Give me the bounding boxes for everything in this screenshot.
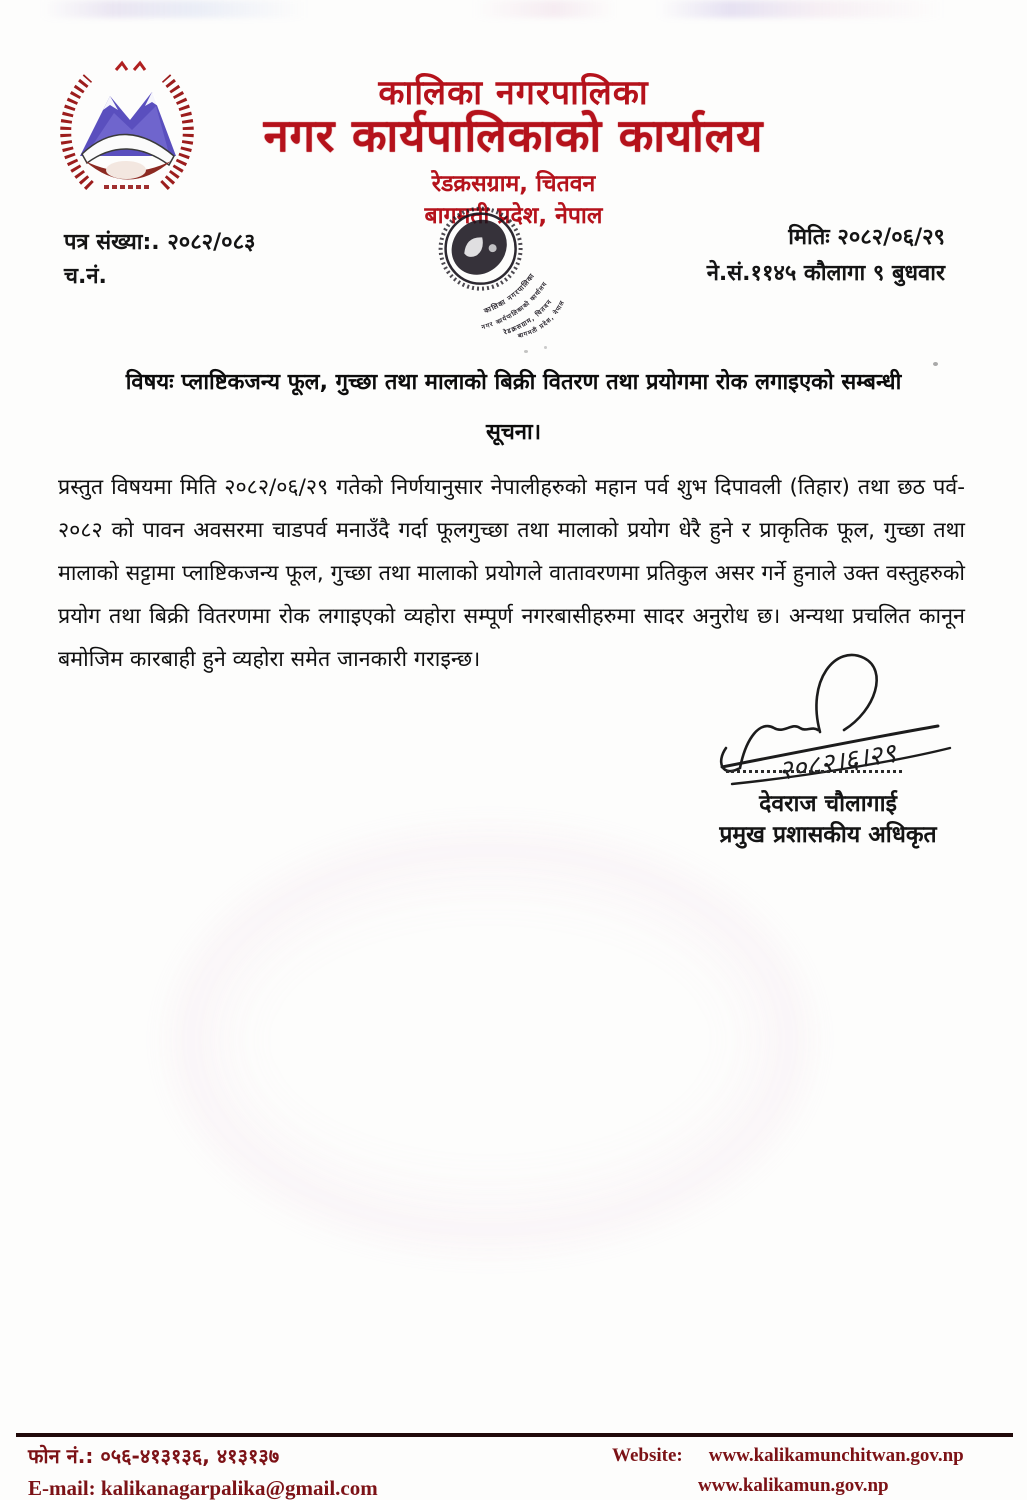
scan-artifact-top — [0, 0, 1027, 18]
stamp-text-line2: नगर कार्यपालिकाको कार्यालय — [480, 280, 550, 332]
letterhead-office: नगर कार्यपालिकाको कार्यालय — [263, 109, 764, 162]
office-ink-stamp — [430, 188, 584, 364]
footer-divider-rule — [16, 1433, 1013, 1437]
signature-handwritten-date: २०८२।६।२९ — [776, 737, 899, 787]
ref-number-value: २०८२/०८३ — [167, 230, 256, 255]
date-label: मितिः — [788, 225, 830, 250]
signatory-name: देवराज चौलागाई — [759, 791, 897, 817]
subject-line2: सूचना। — [485, 420, 542, 445]
letterhead-address: रेडक्रसग्राम, चितवन — [431, 171, 596, 197]
footer-email-address: kalikanagarpalika@gmail.com — [100, 1476, 378, 1500]
stamp-text-line3: रेडक्रसग्राम, चितवन — [502, 297, 554, 337]
footer-phone: फोन नं.: ०५६-४१३१३६, ४१३१३७ — [28, 1444, 280, 1468]
scan-artifact-ghost-stamp — [170, 830, 810, 1250]
ref-number-label: पत्र संख्या:. — [64, 230, 160, 255]
signature-dotted-line — [726, 770, 902, 773]
stamp-text-line4: बागमती प्रदेश, नेपाल — [517, 299, 567, 340]
subject-line1: विषयः प्लाष्टिकजन्य फूल, गुच्छा तथा मालाको बिक्री वितरण तथा प्रयोगमा रोक लगाइएको सम्बन्धी — [125, 370, 902, 395]
footer-website-1: www.kalikamunchitwan.gov.np — [708, 1445, 964, 1466]
footer-email-label: E-mail: — [28, 1476, 96, 1500]
subject-block — [40, 358, 987, 458]
footer-contact-left — [28, 1441, 378, 1500]
footer-contact-right — [612, 1441, 964, 1500]
date-value: २०८२/०६/२९ — [837, 225, 945, 250]
letter-body-paragraph: प्रस्तुत विषयमा मिति २०८२/०६/२९ गतेको निर्णयानुसार नेपालीहरुको महान पर्व शुभ दिपावली (तिहार) तथा छठ पर्व- २०८२ को पावन अवसरमा चाडपर्व मनाउँदै गर्दा फूलगुच्छा तथा मालाको प्रयोग धेरै हुने र प्राकृतिक फूल, गुच्छा तथा मालाको सट्टामा प्लाष्टिकजन्य फूल, गुच्छा तथा मालाको प्रयोगले वातावरणमा प्रतिकुल असर गर्ने हुनाले उक्त वस्तुहरुको प्रयोग तथा बिक्री वितरणमा रोक लगाइएको व्यहोरा सम्पूर्ण नगरबासीहरुमा सादर अनुरोध छ। अन्यथा प्रचलित कानून बमोजिम कारबाही हुने व्यहोरा समेत जानकारी गराइन्छ। — [58, 475, 965, 672]
letter-meta-right — [707, 220, 945, 292]
nepal-sambat-line: ने.सं.११४५ कौलागा ९ बुधवार — [706, 261, 945, 286]
letter-meta-left — [64, 226, 255, 294]
signatory-title: प्रमुख प्रशासकीय अधिकृत — [719, 822, 937, 848]
letterhead-province: बागमती प्रदेश, नेपाल — [424, 203, 603, 229]
dispatch-number-label: च.नं. — [64, 264, 107, 289]
letterhead-municipality: कालिका नगरपालिका — [378, 73, 649, 113]
stamp-text-line1: कालिका नगरपालिका — [482, 271, 537, 316]
footer-website-2: www.kalikamun.gov.np — [698, 1475, 889, 1496]
footer-website-label: Website: — [612, 1445, 683, 1466]
